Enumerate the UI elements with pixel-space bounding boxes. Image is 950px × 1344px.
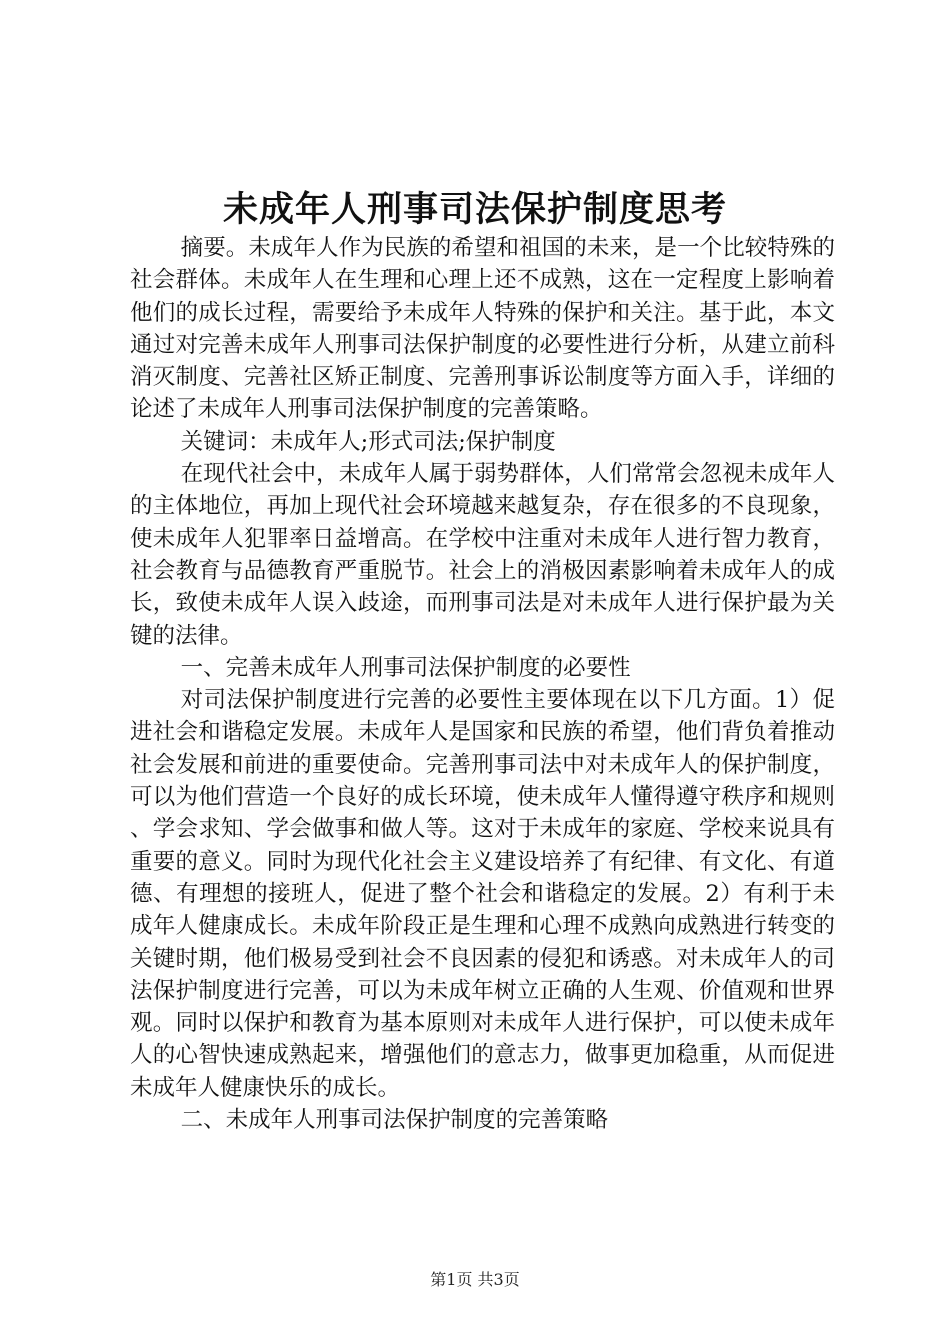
document-body (130, 232, 835, 1136)
page-footer: 第1页 共3页 (430, 1270, 520, 1289)
abstract-paragraph: 摘要。未成年人作为民族的希望和祖国的未来，是一个比较特殊的社会群体。未成年人在生理和心理上还不成熟，这在一定程度上影响着他们的成长过程，需要给予未成年人特殊的保护和关注。基于此，本文通过对完善未成年人刑事司法保护制度的必要性进行分析，从建立前科消灭制度、完善社区矫正制度、完善刑事诉讼制度等方面入手，详细的论述了未成年人刑事司法保护制度的完善策略。 (130, 235, 835, 423)
keywords-line: 关键词：未成年人;形式司法;保护制度 (180, 428, 556, 455)
intro-paragraph: 在现代社会中，未成年人属于弱势群体，人们常常会忽视未成年人的主体地位，再加上现代社会环境越来越复杂，存在很多的不良现象，使未成年人犯罪率日益增高。在学校中注重对未成年人进行智力教育，社会教育与品德教育严重脱节。社会上的消极因素影响着未成年人的成长，致使未成年人误入歧途，而刑事司法是对未成年人进行保护最为关键的法律。 (130, 461, 835, 649)
document-title: 未成年人刑事司法保护制度思考 (222, 189, 727, 230)
section-heading-2: 二、未成年人刑事司法保护制度的完善策略 (180, 1107, 609, 1134)
section-heading-1: 一、完善未成年人刑事司法保护制度的必要性 (180, 654, 631, 681)
section-1-paragraph: 对司法保护制度进行完善的必要性主要体现在以下几方面。1）促进社会和谐稳定发展。未成年人是国家和民族的希望，他们背负着推动社会发展和前进的重要使命。完善刑事司法中对未成年人的保护制度，可以为他们营造一个良好的成长环境，使未成年人懂得遵守秩序和规则、学会求知、学会做事和做人等。这对于未成年的家庭、学校来说具有重要的意义。同时为现代化社会主义建设培养了有纪律、有文化、有道德、有理想的接班人，促进了整个社会和谐稳定的发展。2）有利于未成年人健康成长。未成年阶段正是生理和心理不成熟向成熟进行转变的关键时期，他们极易受到社会不良因素的侵犯和诱惑。对未成年人的司法保护制度进行完善，可以为未成年树立正确的人生观、价值观和世界观。同时以保护和教育为基本原则对未成年人进行保护，可以使未成年人的心智快速成熟起来，增强他们的意志力，做事更加稳重，从而促进未成年人健康快乐的成长。 (130, 687, 835, 1101)
